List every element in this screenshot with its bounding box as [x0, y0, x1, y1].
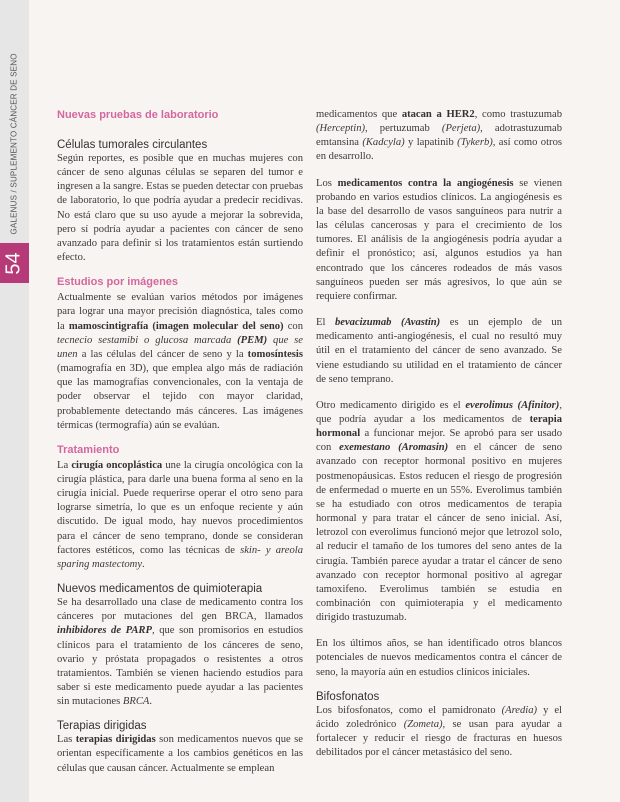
page-number-box [0, 243, 29, 283]
paragraph-everolimus: Otro medicamento dirigido es el everolimus (Afinitor), que podría ayudar a los medicamentos de terapia hormonal a funcionar mejor. Se aprobó para ser usado con exemestano (Aromasin) en el cáncer de seno avanzado con receptor hormonal positivo en mujeres postmenopáusicas. Estos reducen el riesgo de progresión de enfermedad o muerte en un 55%. Everolimus también se ha estudiado con otros medicamentos de terapia hormonal y para tratar el cáncer de seno inicial. Así, letrozol con everolimus funcionó mejor que letrozol solo, al reducir el tamaño de los tumores del seno antes de la cirugía. También parece ayudar a tratar el cáncer de seno avanzado con receptor hormonal positivo al agregar tamoxifeno. Everolimus también se estudia en combinación con quimioterapia y el medicamento dirigido trastuzumab. [316, 399, 562, 624]
paragraph-treatment: La cirugía oncoplástica une la cirugía oncológica con la cirugía plástica, para darle una buena forma al seno en la cirugía inicial. Puede requerirse operar el otro seno para lograrse simetría, lo que es un enfoque reciente y aún discutido. De igual modo, hay nuevos procedimientos para el cáncer de seno temprano, donde se consideran factores estéticos, como las técnicas de skin- y areola sparing mastectomy. [57, 459, 303, 570]
heading-imaging: Estudios por imágenes [57, 276, 179, 289]
paragraph-chemo: Se ha desarrollado una clase de medicamento contra los cánceres por mutaciones del gen BRCA, llamados inhibidores de PARP, que son promisorios en estudios clínicos para el tratamiento de los cánceres de seno, ovario y próstata propagados o resistentes a otros tratamientos. También se vienen haciendo estudios para saber si este medicamento puede ayudar a las pacientes sin mutaciones BRCA. [57, 597, 303, 708]
paragraph-new-targets: En los últimos años, se han identificado otros blancos potenciales de nuevos medicamentos contra el cáncer de seno, la mayoría aún en estudios clínicos iniciales. [316, 638, 562, 678]
paragraph-targeted: Las terapias dirigidas son medicamentos nuevos que se orientan específicamente a los cambios genéticos en las células que causan cáncer. Actualmente se emplean [57, 734, 303, 774]
paragraph-her2: medicamentos que atacan a HER2, como trastuzumab (Herceptin), pertuzumab (Perjeta), adotrastuzumab emtansina (Kadcyla) y lapatinib (Tykerb), así como otros en desarrollo. [316, 109, 563, 163]
heading-lab-tests: Nuevas pruebas de laboratorio [57, 109, 219, 121]
running-head-text: GALENUS / SUPLEMENTO CÁNCER DE SENO [9, 53, 19, 235]
subheading-ctc: Células tumorales circulantes [57, 139, 208, 151]
paragraph-angiogenesis: Los medicamentos contra la angiogénesis se vienen probando en varios estudios clínicos. La angiogénesis es la base del desarrollo de vasos sanguíneos para nutrir a las células cancerosas y para el crecimiento de los tumores. El análisis de la angiogénesis podría ayudar a definir el pronóstico; así, algunos estudios ya han encontrado que los cánceres rodeados de más vasos sanguíneos pueden ser más agresivos, lo que aún se requiere confirmar. [316, 177, 562, 302]
running-head [5, 53, 23, 240]
left-column [57, 108, 303, 776]
paragraph-bisphosphonates: Los bifosfonatos, como el pamidronato (Aredia) y el ácido zoledrónico (Zometa), se usan para ayudar a fortalecer y reducir el riesgo de fracturas en huesos debilitados por el cáncer metastásico del seno. [316, 704, 563, 759]
page-number: 54 [3, 251, 25, 275]
paragraph-ctc: Según reportes, es posible que en muchas mujeres con cáncer de seno algunas células se separen del tumor e ingresen a la sangre. Estas se pueden detectar con pruebas de laboratorio, lo que podría ayudar a predecir recidivas. No está claro que su uso ayude a mejorar la sobrevida, pero sí podría ayudar a pacientes con cáncer de seno avanzado para definir si los tratamientos están surtiendo efecto. [57, 153, 303, 264]
subheading-targeted: Terapias dirigidas [57, 720, 147, 733]
right-column [316, 108, 562, 760]
paragraph-bevacizumab: El bevacizumab (Avastin) es un ejemplo de un medicamento anti-angiogénesis, el cual no resultó muy útil en el tratamiento del cáncer de seno avanzado. Se viene estudiando su utilidad en el tratamiento de cáncer de seno temprano. [316, 317, 562, 385]
subheading-chemo: Nuevos medicamentos de quimioterapia [57, 583, 263, 596]
heading-treatment: Tratamiento [57, 443, 120, 456]
paragraph-imaging: Actualmente se evalúan varios métodos por imágenes para lograr una mayor precisión diagnóstica, tales como la mamoscintigrafía (imagen molecular del seno) con tecnecio sestamibi o glucosa marcada (PEM) que se unen a las células del cáncer de seno y la tomosíntesis (mamografía en 3D), que emplea algo más de radiación que las mamografías convencionales, con la ventaja de poder observar el tejido con mayor claridad, probablemente detectando más cánceres. Las imágenes térmicas (termografía) aún se evalúan. [57, 292, 303, 431]
subheading-bisphosphonates: Bifosfonatos [316, 690, 380, 703]
